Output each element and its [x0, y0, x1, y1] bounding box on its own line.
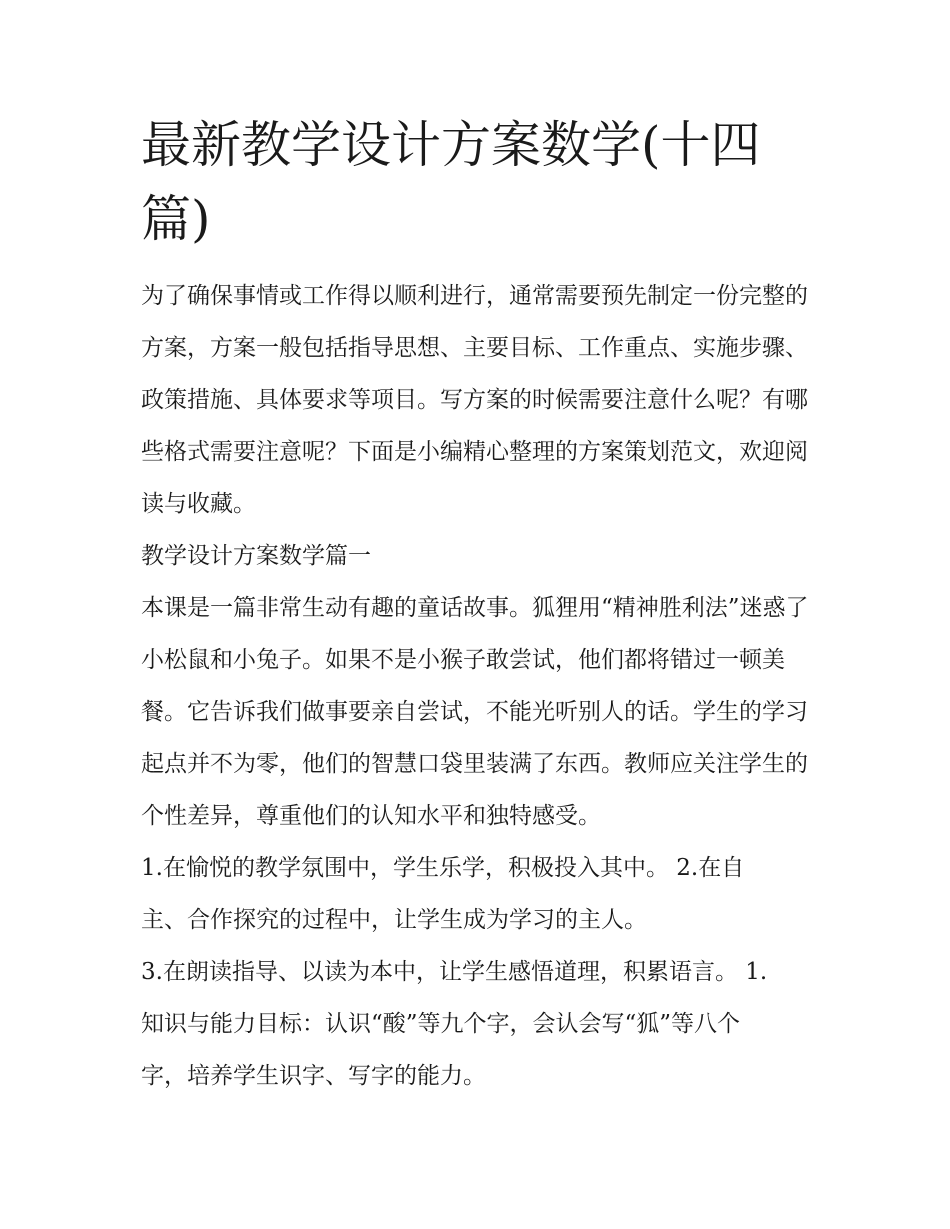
list-paragraph-1: 1.在愉悦的教学氛围中，学生乐学，积极投入其中。 2.在自主、合作探究的过程中，让学生成为学习的主人。	[141, 855, 745, 933]
document-title: 最新教学设计方案数学(十四篇)	[141, 116, 761, 248]
section-heading: 教学设计方案数学篇一	[141, 543, 371, 569]
intro-paragraph: 为了确保事情或工作得以顺利进行，通常需要预先制定一份完整的方案，方案一般包括指导思想、主要目标、工作重点、实施步骤、政策措施、具体要求等项目。写方案的时候需要注意什么呢？有哪些格式需要注意呢？下面是小编精心整理的方案策划范文，欢迎阅读与收藏。	[141, 283, 808, 517]
body-paragraph: 本课是一篇非常生动有趣的童话故事。狐狸用“精神胜利法”迷惑了小松鼠和小兔子。如果不是小猴子敢尝试，他们都将错过一顿美餐。它告诉我们做事要亲自尝试，不能光听别人的话。学生的学习起点并不为零，他们的智慧口袋里装满了东西。教师应关注学生的个性差异，尊重他们的认知水平和独特感受。	[141, 595, 809, 829]
list-paragraph-2: 3.在朗读指导、以读为本中，让学生感悟道理，积累语言。 1.	[141, 959, 768, 985]
list-paragraph-3: 知识与能力目标：认识“酸”等九个字，会认会写“狐”等八个字，培养学生识字、写字的能力。	[141, 1011, 741, 1089]
document-page	[141, 108, 821, 1102]
